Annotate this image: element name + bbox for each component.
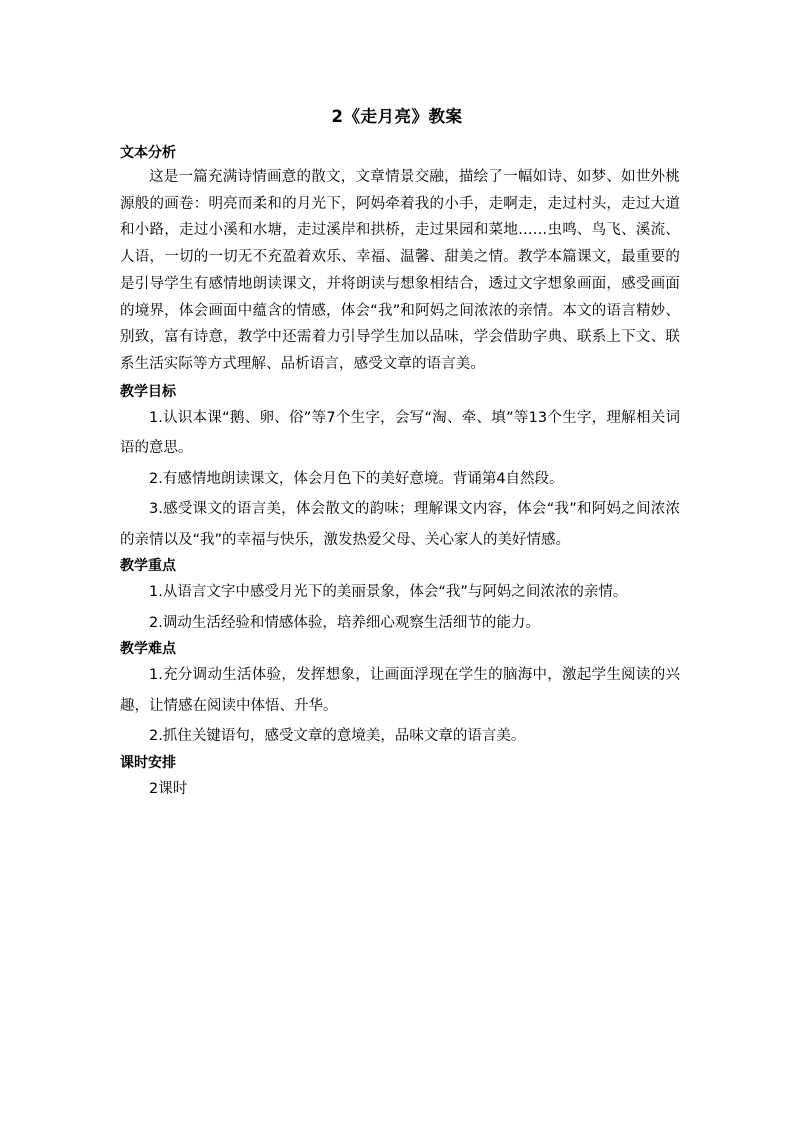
section-text-analysis (120, 142, 680, 378)
paragraph: 这是一篇充满诗情画意的散文，文章情景交融，描绘了一幅如诗、如梦、如世外桃源般的画卷：明亮而柔和的月光下，阿妈牵着我的小手，走啊走，走过村头，走过大道和小路，走过小溪和水塘，走过溪岸和拱桥，走过果园和菜地……虫鸣、鸟飞、溪流、人语，一切的一切无不充盈着欢乐、幸福、温馨、甜美之情。教学本篇课文，最重要的是引导学生有感情地朗读课文，并将朗读与想象相结合，透过文字想象画面，感受画面的境界，体会画面中蕴含的情感，体会“我”和阿妈之间浓浓的亲情。本文的语言精妙、别致，富有诗意，教学中还需着力引导学生加以品味，学会借助字典、联系上下文、联系生活实际等方式理解、品析语言，感受文章的语言美。 (120, 169, 680, 372)
section-difficulties (120, 638, 680, 752)
list-item: 1.充分调动生活体验，发挥想象，让画面浮现在学生的脑海中，激起学生阅读的兴趣，让情感在阅读中体悟、升华。 (120, 667, 680, 714)
section-heading: 文本分析 (120, 145, 176, 161)
list-item: 2.有感情地朗读课文，体会月色下的美好意境。背诵第4自然段。 (149, 470, 564, 487)
document-body (120, 142, 680, 804)
section-heading: 教学难点 (120, 641, 176, 658)
section-heading: 课时安排 (120, 754, 176, 771)
section-heading: 教学重点 (120, 558, 176, 575)
list-item: 1.从语言文字中感受月光下的美丽景象，体会“我”与阿妈之间浓浓的亲情。 (149, 584, 628, 601)
list-item: 3.感受课文的语言美，体会散文的韵味；理解课文内容，体会“我”和阿妈之间浓浓的亲情以及“我”的幸福与快乐，激发热爱父母、关心家人的美好情感。 (120, 501, 680, 548)
section-schedule (120, 752, 680, 805)
list-item: 2课时 (149, 780, 188, 797)
list-item: 2.调动生活经验和情感体验，培养细心观察生活细节的能力。 (149, 614, 540, 631)
section-teaching-goals (120, 381, 680, 556)
list-item: 2.抓住关键语句，感受文章的意境美，品味文章的语言美。 (149, 728, 526, 745)
section-heading: 教学目标 (120, 383, 176, 400)
list-item: 1.认识本课“鹅、卵、俗”等7个生字，会写“淘、牵、填”等13个生字，理解相关词语的意思。 (120, 409, 680, 457)
section-key-points (120, 555, 680, 638)
page-title: 2《走月亮》教案 (331, 107, 463, 126)
